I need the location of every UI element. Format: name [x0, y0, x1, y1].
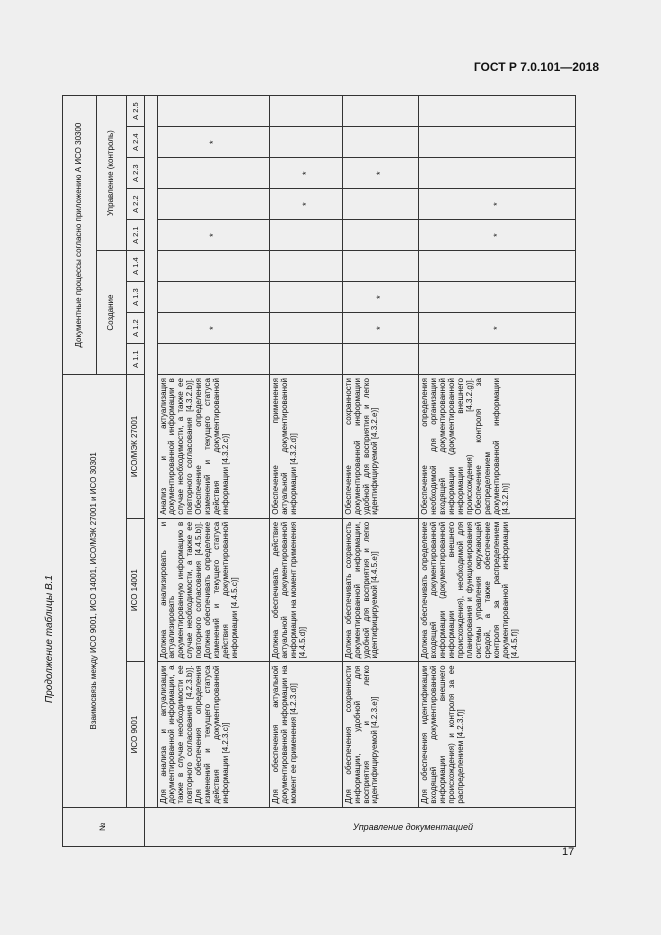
cell-iso9001: Для анализа и актуализации документированной информации, а также в случае необходимости ее повторного согласования [4.2.3.b)]. Для обеспечения определения изменений и текущего статуса действия документированной информации [4.2.3.c)]	[157, 662, 270, 807]
table-row	[342, 96, 418, 847]
mark-cell: *	[270, 158, 342, 189]
table-row	[419, 96, 576, 847]
cell-iso27001: Анализ и актуализация документированной информации в случае необходимости, а также ее повторного согласования [4.3.2.b)]. Обеспечение определения изменений и текущего статуса действия документированной информации [4.3.2.c)]	[157, 375, 270, 519]
code-header: А 1.2	[127, 313, 145, 344]
cell-iso14001: Должна анализировать и актуализировать документированную информацию в случае необходимости, а также ее повторного согласования [4.4.5.b)]. Должна обеспечивать определение изменений и текущего статуса действия документированной информации [4.4.5.c)]	[157, 518, 270, 662]
code-header: А 2.3	[127, 158, 145, 189]
mark-cell: *	[342, 313, 418, 344]
page-number: 17	[562, 846, 575, 858]
relation-header: Взаимосвязь между ИСО 9001, ИСО 14001, ИСО/МЭК 27001 и ИСО 30301	[63, 375, 127, 807]
mark-cell: *	[157, 220, 270, 251]
code-header: А 2.5	[127, 96, 145, 127]
mark-cell	[342, 251, 418, 282]
mark-cell	[270, 96, 342, 127]
mark-cell	[419, 96, 576, 127]
mark-cell	[157, 251, 270, 282]
mark-cell: *	[419, 189, 576, 220]
code-header: А 2.2	[127, 189, 145, 220]
cell-iso27001: Обеспечение сохранности документированной информации удобной для восприятия и легко идентифицируемой [4.3.2.e)]	[342, 375, 418, 519]
code-header: А 2.4	[127, 127, 145, 158]
mark-cell	[419, 251, 576, 282]
cell-iso14001: Должна обеспечивать определение входящей документированной информации (документированной информации внешнего происхождения), необходимой для планирования и функционирования системы управления окружающей средой, а также обеспечение контроля за распределением документированной информации [4.4.5.f)]	[419, 518, 576, 662]
col-number-header: №	[63, 807, 145, 846]
table-row	[157, 96, 270, 847]
relation-table	[62, 95, 576, 847]
table-row	[270, 96, 342, 847]
section-label: Управление документацией	[353, 821, 474, 832]
mark-cell	[270, 127, 342, 158]
cell-iso14001: Должна обеспечивать действие актуальной документированной информации на момент применения [4.4.5.d)]	[270, 518, 342, 662]
section-label-cell	[145, 807, 576, 846]
mark-cell	[157, 158, 270, 189]
mark-cell	[270, 313, 342, 344]
mark-cell	[342, 344, 418, 375]
doc-processes-header: Документные процессы согласно приложению А ИСО 30300	[63, 96, 97, 375]
table-continuation-caption: Продолжение таблицы В.1	[44, 575, 55, 703]
mark-cell	[342, 127, 418, 158]
cell-iso27001: Обеспечение применения актуальной документированной информации [4.3.2.d)]	[270, 375, 342, 519]
cell-iso14001: Должна обеспечивать сохранность документированной информации, удобной для восприятия и легко идентифицируемой [4.4.5.e)]	[342, 518, 418, 662]
mark-cell	[270, 344, 342, 375]
mark-cell: *	[157, 313, 270, 344]
mark-cell	[157, 96, 270, 127]
standard-title: ГОСТ Р 7.0.101—2018	[473, 60, 599, 74]
code-header: А 1.1	[127, 344, 145, 375]
mark-cell	[157, 344, 270, 375]
mark-cell	[419, 344, 576, 375]
mark-cell	[419, 127, 576, 158]
col-9001-header: ИСО 9001	[127, 662, 145, 807]
section-spacer	[145, 96, 157, 808]
mark-cell	[419, 158, 576, 189]
mark-cell	[270, 251, 342, 282]
mark-cell	[270, 220, 342, 251]
cell-iso27001: Обеспечение определения необходимой для организации входящей документированной информации (документированной информации внешнего происхождения) [4.3.2.g)]. Обеспечение контроля за распределением документированной информации [4.3.2.h)]	[419, 375, 576, 519]
mark-cell: *	[342, 158, 418, 189]
cell-iso9001: Для обеспечения идентификации входящей документированной информации внешнего происхождения) и контроля за ее распределением [4.2.3.f)]	[419, 662, 576, 807]
mark-cell	[342, 220, 418, 251]
code-header: А 1.3	[127, 282, 145, 313]
col-27001-header: ИСО/МЭК 27001	[127, 375, 145, 519]
mark-cell	[157, 189, 270, 220]
mark-cell: *	[419, 313, 576, 344]
mark-cell: *	[157, 127, 270, 158]
cell-iso9001: Для обеспечения актуальной документированной информации на момент ее применения [4.2.3.d)]	[270, 662, 342, 807]
mark-cell: *	[270, 189, 342, 220]
mark-cell	[342, 96, 418, 127]
code-header: А 2.1	[127, 220, 145, 251]
group-control-header: Управление (контроль)	[97, 96, 127, 251]
mark-cell	[419, 282, 576, 313]
mark-cell	[270, 282, 342, 313]
cell-iso9001: Для обеспечения сохранности информации, удобной для восприятия и легко идентифицируемой [4.2.3.e)]	[342, 662, 418, 807]
group-creation-header: Создание	[97, 251, 127, 375]
rotated-table-wrapper	[62, 95, 576, 847]
code-header: А 1.4	[127, 251, 145, 282]
mark-cell	[157, 282, 270, 313]
mark-cell	[342, 189, 418, 220]
mark-cell: *	[342, 282, 418, 313]
mark-cell: *	[419, 220, 576, 251]
col-14001-header: ИСО 14001	[127, 518, 145, 662]
